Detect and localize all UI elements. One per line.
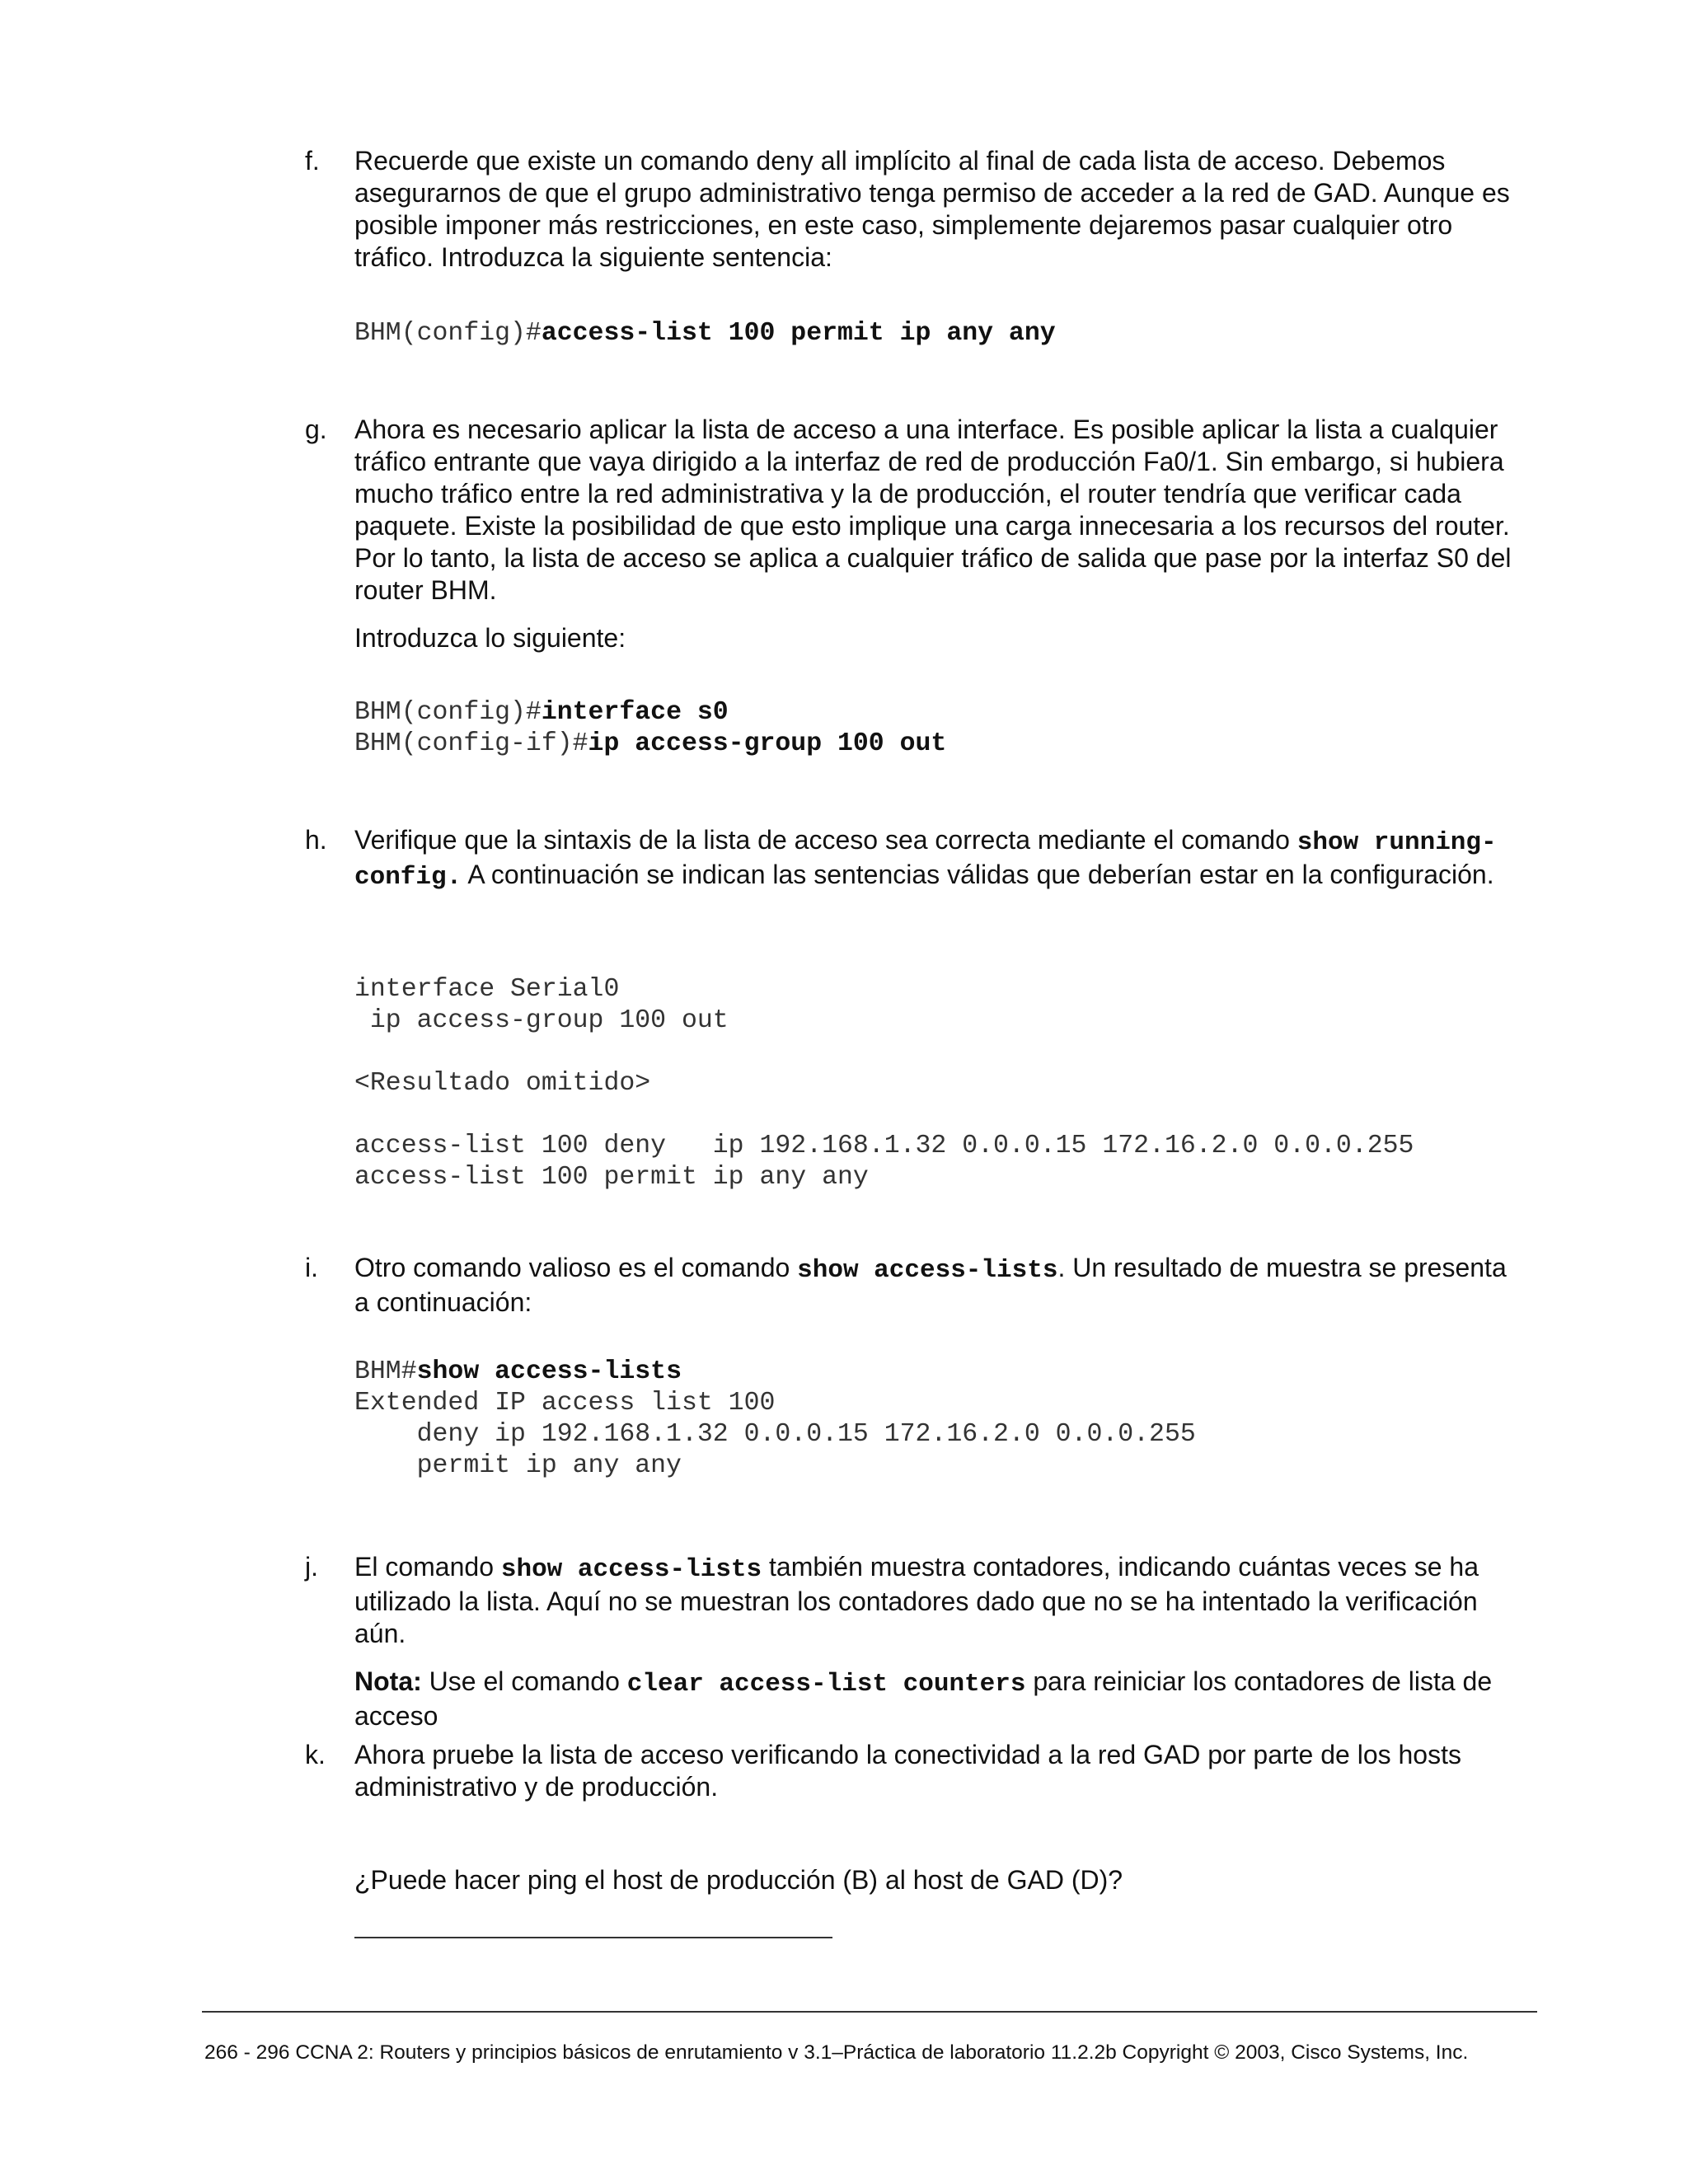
question-text: ¿Puede hacer ping el host de producción (B) al host de GAD (D)? — [354, 1865, 1123, 1895]
code-command: ip access-group 100 out — [588, 729, 947, 758]
code-line: permit ip any any — [354, 1451, 682, 1480]
step-k — [305, 1739, 1525, 1803]
step-letter: i. — [305, 1253, 318, 1282]
text-run: A continuación se indican las sentencias válidas que deberían estar en la configuración. — [462, 860, 1494, 889]
step-text: Ahora pruebe la lista de acceso verificando la conectividad a la red GAD por parte de los hosts administrativo y de producción. — [354, 1740, 1461, 1802]
step-i — [305, 1252, 1525, 1319]
note-label: Nota: — [354, 1666, 422, 1696]
text-run: Verifique que la sintaxis de la lista de acceso sea correcta mediante el comando — [354, 825, 1297, 855]
note-text — [354, 1666, 1525, 1732]
code-prompt: BHM(config-if)# — [354, 729, 588, 758]
step-f — [305, 145, 1525, 274]
code-line: <Resultado omitido> — [354, 1069, 651, 1098]
step-letter: g. — [305, 415, 327, 444]
code-block-g — [354, 697, 946, 760]
footer-rule — [202, 2011, 1537, 2013]
step-text: Ahora es necesario aplicar la lista de acceso a una interface. Es posible aplicar la lista a cualquier tráfico entrante que vaya dirigido a la interfaz de red de producción Fa0/1. Sin embargo, si hubiera mucho tráfico entre la red administrativa y la de producción, el router tendría que verificar cada paquete. Existe la posibilidad de que esto implique una carga innecesaria a los recursos del router. Por lo tanto, la lista de acceso se aplica a cualquier tráfico de salida que pase por la interfaz S0 del router BHM. — [354, 415, 1512, 605]
code-prompt: BHM# — [354, 1357, 417, 1386]
step-text — [354, 824, 1525, 893]
inline-command: show access-lists — [797, 1256, 1058, 1285]
step-h — [305, 824, 1525, 893]
step-text — [354, 1551, 1525, 1650]
answer-line[interactable] — [354, 1937, 832, 1938]
code-block-f — [354, 318, 1056, 349]
step-letter: k. — [305, 1740, 326, 1769]
step-text: Recuerde que existe un comando deny all implícito al final de cada lista de acceso. Debemos asegurarnos de que el grupo administrativo tenga permiso de acceder a la red de GAD. Aunque es posible imponer más restricciones, en este caso, simplemente dejaremos pasar cualquier otro tráfico. Introduzca la siguiente sentencia: — [354, 146, 1510, 272]
text-run: . Un resultado de muestra se presenta a continuación: — [354, 1253, 1507, 1317]
code-prompt: BHM(config)# — [354, 319, 542, 348]
code-command: interface s0 — [541, 698, 729, 727]
inline-command: show running-config. — [354, 828, 1497, 892]
text-run: para reiniciar los contadores de lista de acceso — [354, 1666, 1493, 1731]
code-line: access-list 100 permit ip any any — [354, 1163, 869, 1192]
step-letter: f. — [305, 146, 320, 176]
code-line: Extended IP access list 100 — [354, 1389, 776, 1418]
page-footer: 266 - 296 CCNA 2: Routers y principios básicos de enrutamiento v 3.1–Práctica de laboratorio 11.2.2b Copyright © 2003, Cisco Systems, Inc. — [204, 2041, 1469, 2064]
text-run: El comando — [354, 1552, 501, 1582]
step-text — [354, 1252, 1525, 1319]
code-command: access-list 100 permit ip any any — [541, 319, 1056, 348]
code-prompt: BHM(config)# — [354, 698, 542, 727]
code-block-i — [354, 1357, 1196, 1482]
text-run: Otro comando valioso es el comando — [354, 1253, 798, 1282]
code-block-h — [354, 974, 1414, 1193]
text-run: también muestra contadores, indicando cuántas veces se ha utilizado la lista. Aquí no se muestran los contadores dado que no se ha intentado la verificación aún. — [354, 1552, 1479, 1648]
code-line: access-list 100 deny ip 192.168.1.32 0.0.0.15 172.16.2.0 0.0.0.255 — [354, 1132, 1414, 1160]
step-g — [305, 414, 1525, 654]
step-j — [305, 1551, 1525, 1732]
text-run: Use el comando — [421, 1666, 627, 1696]
code-line: interface Serial0 — [354, 975, 620, 1004]
code-line: deny ip 192.168.1.32 0.0.0.15 172.16.2.0 0.0.0.255 — [354, 1420, 1196, 1449]
inline-command: clear access-list counters — [626, 1670, 1026, 1699]
step-text-secondary: Introduzca lo siguiente: — [354, 623, 626, 653]
step-letter: j. — [305, 1552, 318, 1582]
code-command: show access-lists — [416, 1357, 682, 1386]
code-line: ip access-group 100 out — [354, 1006, 729, 1035]
inline-command: show access-lists — [500, 1555, 762, 1584]
step-letter: h. — [305, 825, 327, 855]
